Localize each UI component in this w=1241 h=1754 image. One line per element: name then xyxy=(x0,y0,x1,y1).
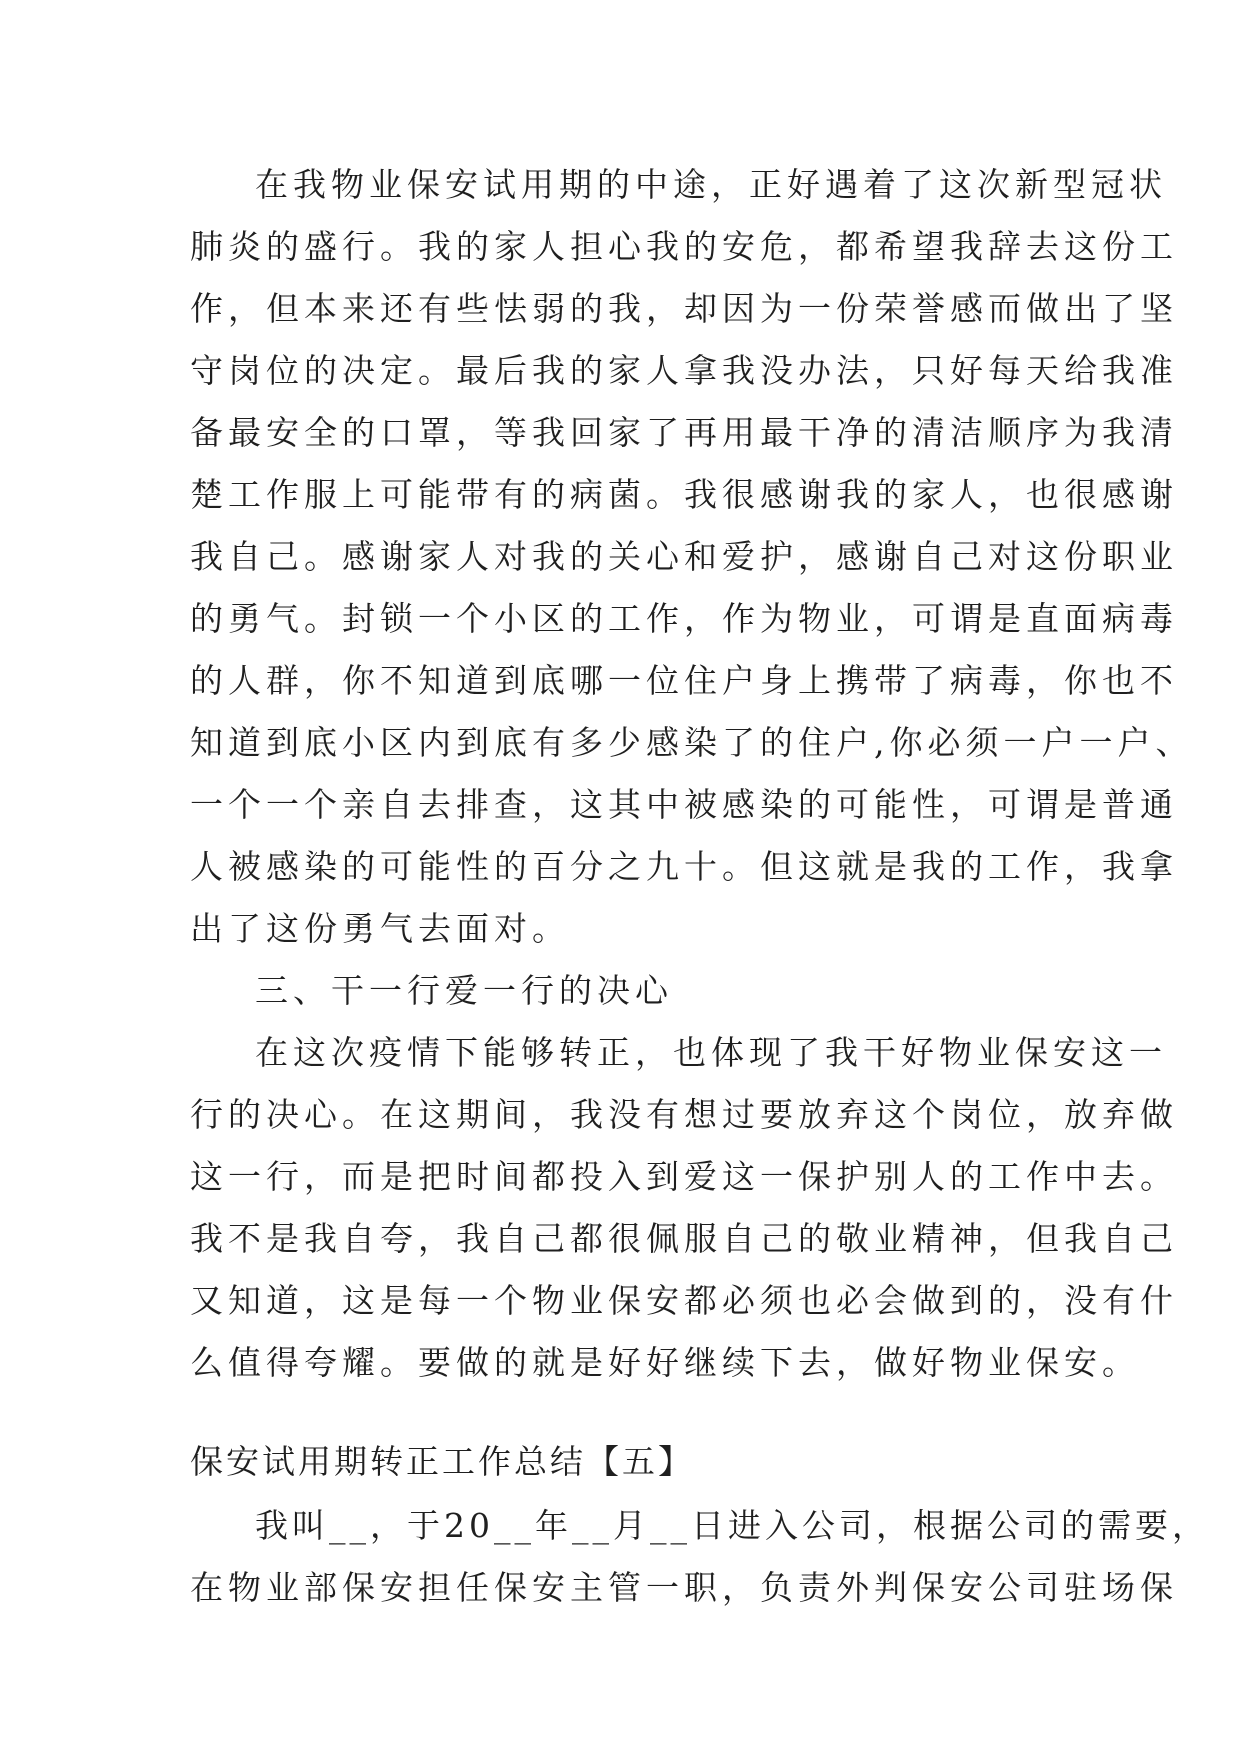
paragraph-line: 备最安全的口罩，等我回家了再用最干净的清洁顺序为我清 xyxy=(190,413,1178,452)
paragraph-line: 作，但本来还有些怯弱的我，却因为一份荣誉感而做出了坚 xyxy=(190,289,1178,328)
paragraph-line: 行的决心。在这期间，我没有想过要放弃这个岗位，放弃做 xyxy=(190,1095,1178,1134)
section-heading: 三、干一行爱一行的决心 xyxy=(255,971,673,1010)
paragraph-line: 我自己。感谢家人对我的关心和爱护，感谢自己对这份职业 xyxy=(190,537,1178,576)
paragraph-line: 一个一个亲自去排查，这其中被感染的可能性，可谓是普通 xyxy=(190,785,1178,824)
paragraph-line: 楚工作服上可能带有的病菌。我很感谢我的家人，也很感谢 xyxy=(190,475,1178,514)
paragraph-line: 出了这份勇气去面对。 xyxy=(190,909,570,948)
paragraph-line: 这一行，而是把时间都投入到爱这一保护别人的工作中去。 xyxy=(190,1157,1178,1196)
paragraph-line: 又知道，这是每一个物业保安都必须也必会做到的，没有什 xyxy=(190,1281,1178,1320)
paragraph-line: 知道到底小区内到底有多少感染了的住户,你必须一户一户、 xyxy=(190,723,1194,762)
paragraph-line: 人被感染的可能性的百分之九十。但这就是我的工作，我拿 xyxy=(190,847,1178,886)
paragraph-line: 在物业部保安担任保安主管一职，负责外判保安公司驻场保 xyxy=(190,1568,1178,1607)
paragraph-line: 么值得夸耀。要做的就是好好继续下去，做好物业保安。 xyxy=(190,1343,1140,1382)
paragraph-line: 在这次疫情下能够转正，也体现了我干好物业保安这一 xyxy=(255,1033,1167,1072)
paragraph-line: 我不是我自夸，我自己都很佩服自己的敬业精神，但我自己 xyxy=(190,1219,1178,1258)
paragraph-line: 肺炎的盛行。我的家人担心我的安危，都希望我辞去这份工 xyxy=(190,227,1178,266)
paragraph-line: 在我物业保安试用期的中途，正好遇着了这次新型冠状 xyxy=(255,165,1167,204)
section-title: 保安试用期转正工作总结【五】 xyxy=(190,1442,694,1481)
paragraph-line: 的勇气。封锁一个小区的工作，作为物业，可谓是直面病毒 xyxy=(190,599,1178,638)
paragraph-line: 我叫__，于20__年__月__日进入公司，根据公司的需要， xyxy=(255,1506,1209,1545)
paragraph-line: 的人群，你不知道到底哪一位住户身上携带了病毒，你也不 xyxy=(190,661,1178,700)
paragraph-line: 守岗位的决定。最后我的家人拿我没办法，只好每天给我准 xyxy=(190,351,1178,390)
